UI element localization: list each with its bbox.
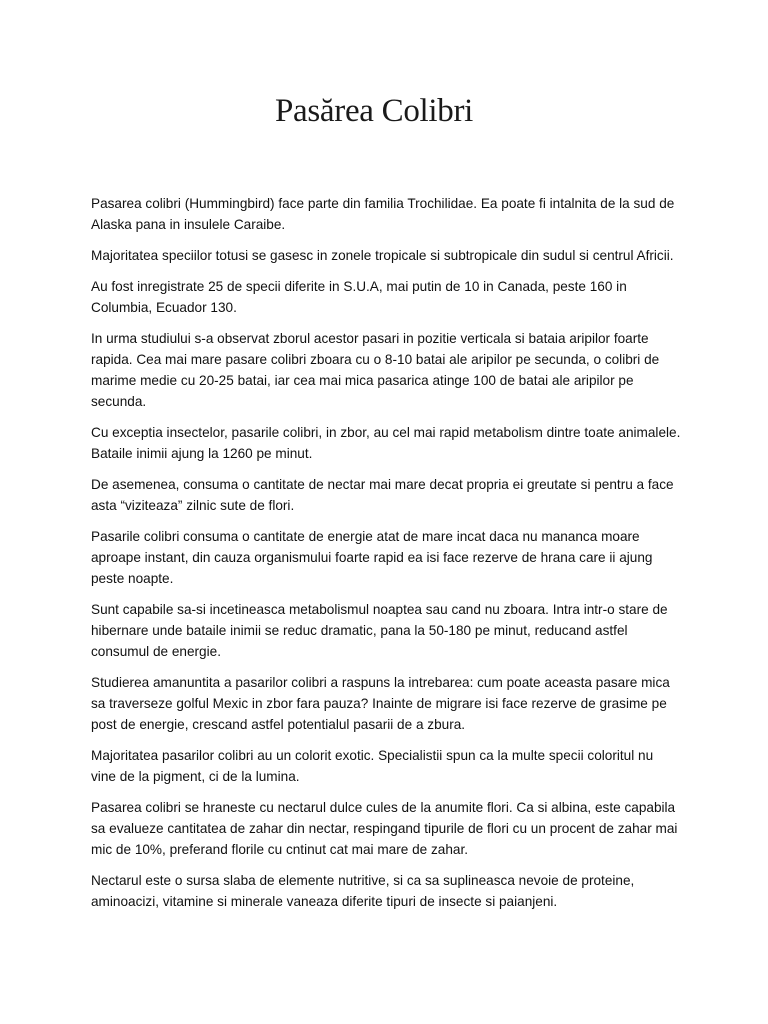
paragraph-1: Pasarea colibri (Hummingbird) face parte din familia Trochilidae. Ea poate fi intalnita de la sud de Alaska pana in insulele Caraibe.	[91, 196, 675, 232]
paragraph-11: Pasarea colibri se hraneste cu nectarul dulce cules de la anumite flori. Ca si albina, este capabila sa evalueze cantitatea de zahar din nectar, respingand tipurile de flori cu un procent de zahar mai mic de 10%, preferand florile cu cntinut cat mai mare de zahar.	[91, 800, 678, 857]
page-title: Pasărea Colibri	[274, 93, 474, 129]
paragraph-6: De asemenea, consuma o cantitate de nectar mai mare decat propria ei greutate si pentru a face asta “viziteaza” zilnic sute de flori.	[91, 477, 674, 513]
paragraph-9: Studierea amanuntita a pasarilor colibri a raspuns la intrebarea: cum poate aceasta pasare mica sa traverseze golful Mexic in zbor fara pauza? Inainte de migrare isi face rezerve de grasime pe post de energie, crescand astfel potentialul pasarii de a zbura.	[91, 675, 670, 732]
paragraph-4: In urma studiului s-a observat zborul acestor pasari in pozitie verticala si bataia aripilor foarte rapida. Cea mai mare pasare colibri zboara cu o 8-10 batai ale aripilor pe secunda, o colibri de marime medie cu 20-25 batai, iar cea mai mica pasarica atinge 100 de batai ale aripilor pe secunda.	[91, 331, 660, 409]
document-body	[91, 193, 681, 922]
paragraph-10: Majoritatea pasarilor colibri au un colorit exotic. Specialistii spun ca la multe specii coloritul nu vine de la pigment, ci de la lumina.	[91, 748, 654, 784]
paragraph-7: Pasarile colibri consuma o cantitate de energie atat de mare incat daca nu mananca moare aproape instant, din cauza organismului foarte rapid ea isi face rezerve de hrana care ii ajung peste noapte.	[91, 529, 653, 586]
paragraph-8: Sunt capabile sa-si incetineasca metabolismul noaptea sau cand nu zboara. Intra intr-o stare de hibernare unde bataile inimii se reduc dramatic, pana la 50-180 pe minut, reducand astfel consumul de energie.	[91, 602, 668, 659]
paragraph-3: Au fost inregistrate 25 de specii diferite in S.U.A, mai putin de 10 in Canada, peste 160 in Columbia, Ecuador 130.	[91, 279, 627, 315]
paragraph-12: Nectarul este o sursa slaba de elemente nutritive, si ca sa suplineasca nevoie de proteine, aminoacizi, vitamine si minerale vaneaza diferite tipuri de insecte si paianjeni.	[91, 873, 635, 909]
paragraph-2: Majoritatea speciilor totusi se gasesc in zonele tropicale si subtropicale din sudul si centrul Africii.	[91, 248, 674, 263]
paragraph-5: Cu exceptia insectelor, pasarile colibri, in zbor, au cel mai rapid metabolism dintre toate animalele. Bataile inimii ajung la 1260 pe minut.	[91, 425, 681, 461]
